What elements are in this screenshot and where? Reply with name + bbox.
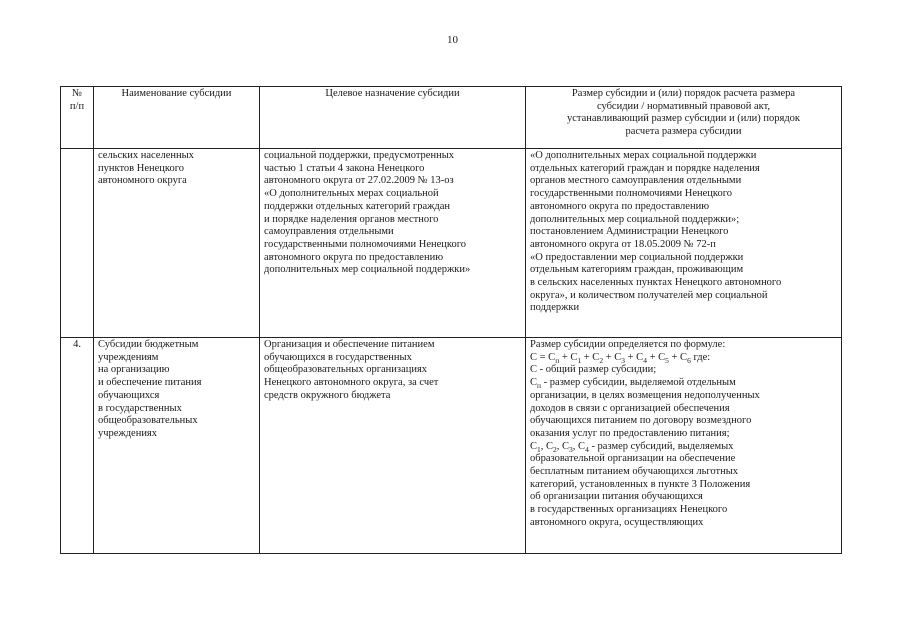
row-subsidy-name: сельских населенных пунктов Ненецкого автономного округа — [94, 149, 260, 338]
header-number: № п/п — [61, 87, 94, 149]
header-name: Наименование субсидии — [94, 87, 260, 149]
row-subsidy-purpose: социальной поддержки, предусмотренных частью 1 статьи 4 закона Ненецкого автономного округа от 27.02.2009 № 13-оз «О дополнительных мерах социальной поддержки отдельных категорий граждан и порядке наделения органов местного самоуправления отдельными государственными полномочиями Ненецкого автономного округа по предоставлению дополнительных мер социальной поддержки» — [260, 149, 526, 338]
table-header-row — [61, 87, 842, 149]
header-size: Размер субсидии и (или) порядок расчета размера субсидии / нормативный правовой акт, устанавливающий размер субсидии и (или) порядок расчета размера субсидии — [526, 87, 842, 149]
definition-c: C - общий размер субсидии; — [530, 364, 657, 376]
page-number: 10 — [447, 34, 458, 46]
formula: $C = C_п + C_1 + C_2 + C_3 + C_4 + C_5 + C_6$ где: — [530, 351, 711, 365]
row-subsidy-size: «О дополнительных мерах социальной поддержки отдельных категорий граждан и порядке наделения органов местного самоуправления отдельными государственными полномочиями Ненецкого автономного округа по предоставлению дополнительных мер социальной поддержки»; постановлением Администрации Ненецкого автономного округа от 18.05.2009 № 72-п «О предоставлении мер социальной поддержки отдельным категориям граждан, проживающим в сельских населенных пунктах Ненецкого автономного округа», и количеством получателей мер социальной поддержки — [526, 149, 842, 338]
table-row — [61, 338, 842, 554]
formula-intro: Размер субсидии определяется по формуле: — [530, 339, 726, 350]
definition-cp: $C_п$ - размер субсидии, выделяемой отдельным — [530, 377, 736, 391]
table-row — [61, 149, 842, 338]
row-subsidy-size: Размер субсидии определяется по формуле: $C = C_п + C_1 + C_2 + C_3 + C_4 + C_5 + C_6$ где: C - общий размер субсидии; $C_п$ - размер субсидии, выделяемой отдельным организации, в целях возмещения недополученных доходов в связи с организацией обеспечения обучающихся питанием по договору возмездного оказания услуг по предоставлению питания; $C_1$, $C_2$, $C_3$, $C_4$ - размер субсидий, выделяемых образовательной организации на обеспечение бесплатным питанием обучающихся льготных категорий, установленных в пункте 3 Положения об организации питания обучающихся в государственных организациях Ненецкого автономного округа, осуществляющих — [526, 338, 842, 554]
header-purpose: Целевое назначение субсидии — [260, 87, 526, 149]
row-number — [61, 149, 94, 338]
subsidy-table — [60, 86, 842, 554]
row-number: 4. — [61, 338, 94, 554]
row-subsidy-name: Субсидии бюджетным учреждениям на организацию и обеспечение питания обучающихся в государственных общеобразовательных учреждениях — [94, 338, 260, 554]
definition-c1-c4: $C_1$, $C_2$, $C_3$, $C_4$ - размер субсидий, выделяемых — [530, 440, 734, 454]
row-subsidy-purpose: Организация и обеспечение питанием обучающихся в государственных общеобразовательных организациях Ненецкого автономного округа, за счет средств окружного бюджета — [260, 338, 526, 554]
